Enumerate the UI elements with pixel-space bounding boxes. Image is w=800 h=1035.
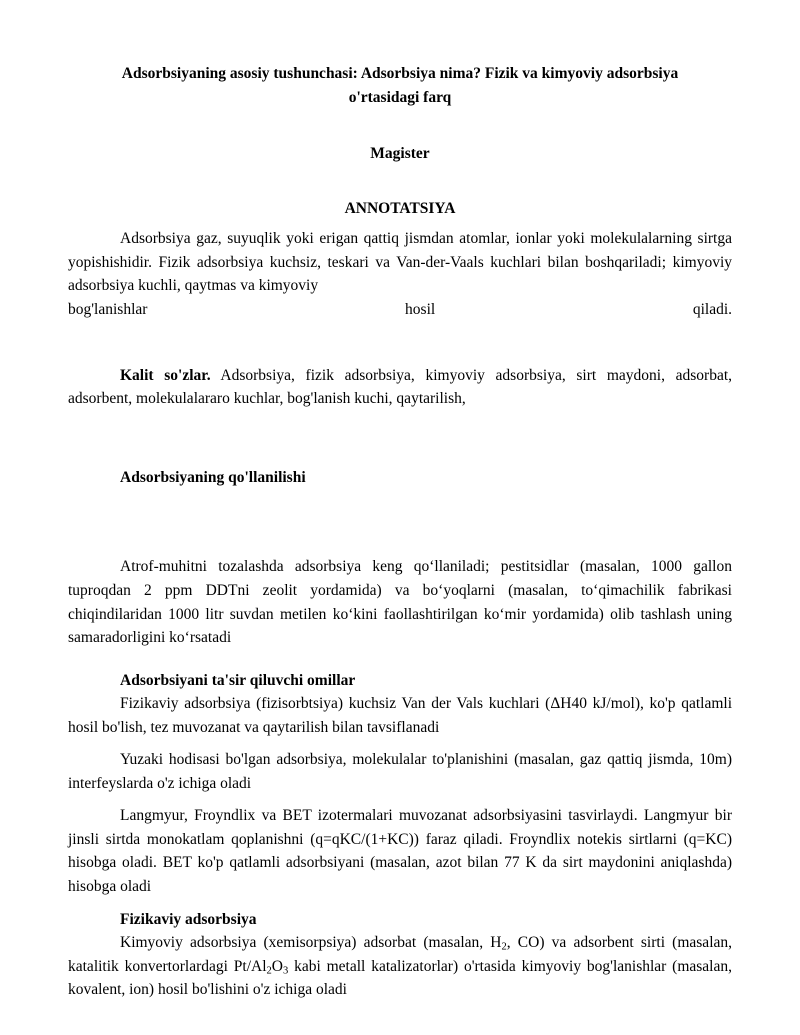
factors-paragraph-2: Yuzaki hodisasi bo'lgan adsorbsiya, molekulalar to'planishini (masalan, gaz qattiq jismda, 10m) interfeyslarda o'z ichiga oladi [68,751,732,792]
applications-paragraph: Atrof-muhitni tozalashda adsorbsiya keng qo‘llaniladi; pestitsidlar (masalan, 1000 gallon tuproqdan 2 ppm DDTni zeolit yordamida) va bo‘yoqlarni (masalan, to‘qimachilik fabrikasi chiqindilaridan 1000 litr suvdan metilen ko‘kini faollashtirilgan ko‘mir yordamida) olib tashlash uning samaradorligini ko‘rsatadi [68,558,732,647]
spacer [68,489,732,555]
document-author: Magister [370,145,430,163]
keywords-label: Kalit so'zlar. [120,366,211,384]
annotation-text: Adsorbsiya gaz, suyuqlik yoki erigan qattiq jismdan atomlar, ionlar yoki molekulalarning sirtga yopishishidir. Fizik adsorbsiya kuchsiz, teskari va Van-der-Vaals kuchlari bilan boshqariladi; kimyoviy adsorbsiya kuchli, qaytmas va kimyoviy [68,230,732,295]
section-heading-factors: Adsorbsiyani ta'sir qiluvchi omillar [120,671,356,689]
chemisorption-paragraph [68,931,732,1002]
keywords-text: Adsorbsiya, fizik adsorbsiya, kimyoviy adsorbsiya, sirt maydoni, adsorbat, adsorbent, molekulalararo kuchlar, bog'lanish kuchi, qaytarilish, [68,366,733,408]
chem-text-part-1: Kimyoviy adsorbsiya (xemisorpsiya) adsorbat (masalan, H [120,934,502,952]
annotation-last-line [68,298,732,345]
annotation-heading: ANNOTATSIYA [344,200,456,218]
annotation-paragraph [68,227,732,298]
spacer [68,650,732,669]
annotation-last-line-part-2: hosil [405,300,436,318]
spacer [68,739,732,748]
spacer [68,899,732,908]
factors-paragraph-3: Langmyur, Froyndlix va BET izotermalari muvozanat adsorbsiyasini tasvirlaydi. Langmyur bir jinsli sirtda monokatlam qoplanishni (q=qKC/(1+KC)) faraz qiladi. Froyndlix notekis sirtlarni (q=KC) hisobga oladi. BET ko'p qatlamli adsorbsiyani (masalan, azot bilan 77 K da sirt maydonini aniqlashda) hisobga oladi [68,807,732,896]
document-title-line-1: Adsorbsiyaning asosiy tushunchasi: Adsorbsiya nima? Fizik va kimyoviy [121,65,603,82]
chem-text-part-4: kabi metall katalizatorlar) o'rtasida kimyoviy bog'lanishlar (masalan, kovalent, ion) hosil bo'lishini o'z ichiga oladi [68,957,732,999]
keywords-paragraph [68,364,732,411]
factors-paragraph-1: Fizikaviy adsorbsiya (fizisorbtsiya) kuchsiz Van der Vals kuchlari (ΔH40 kJ/mol), ko'p qatlamli hosil bo'lish, tez muvozanat va qaytarilish bilan tavsiflanadi [68,695,732,736]
document-title [68,0,732,109]
document-title-line-2: adsorbsiya o'rtasidagi farq [348,65,679,106]
section-heading-applications: Adsorbsiyaning qo'llanilishi [120,468,306,486]
spacer [68,345,732,364]
chem-subscript-1: 2 [501,941,507,953]
annotation-last-line-part-3: qiladi. [692,300,733,318]
spacer [68,795,732,804]
spacer [68,411,732,466]
section-heading-physical-adsorption: Fizikaviy adsorbsiya [120,910,257,928]
chem-text-part-2: , CO) va adsorbent sirti (masalan, katalitik konvertorlardagi Pt/Al [68,934,733,975]
document-body [68,0,732,1002]
chem-text-part-3: O [271,957,283,975]
chem-subscript-2: 2 [266,965,272,977]
chem-subscript-3: 3 [282,965,289,977]
spacer [68,218,732,227]
annotation-last-line-part-1: bog'lanishlar [68,300,148,318]
